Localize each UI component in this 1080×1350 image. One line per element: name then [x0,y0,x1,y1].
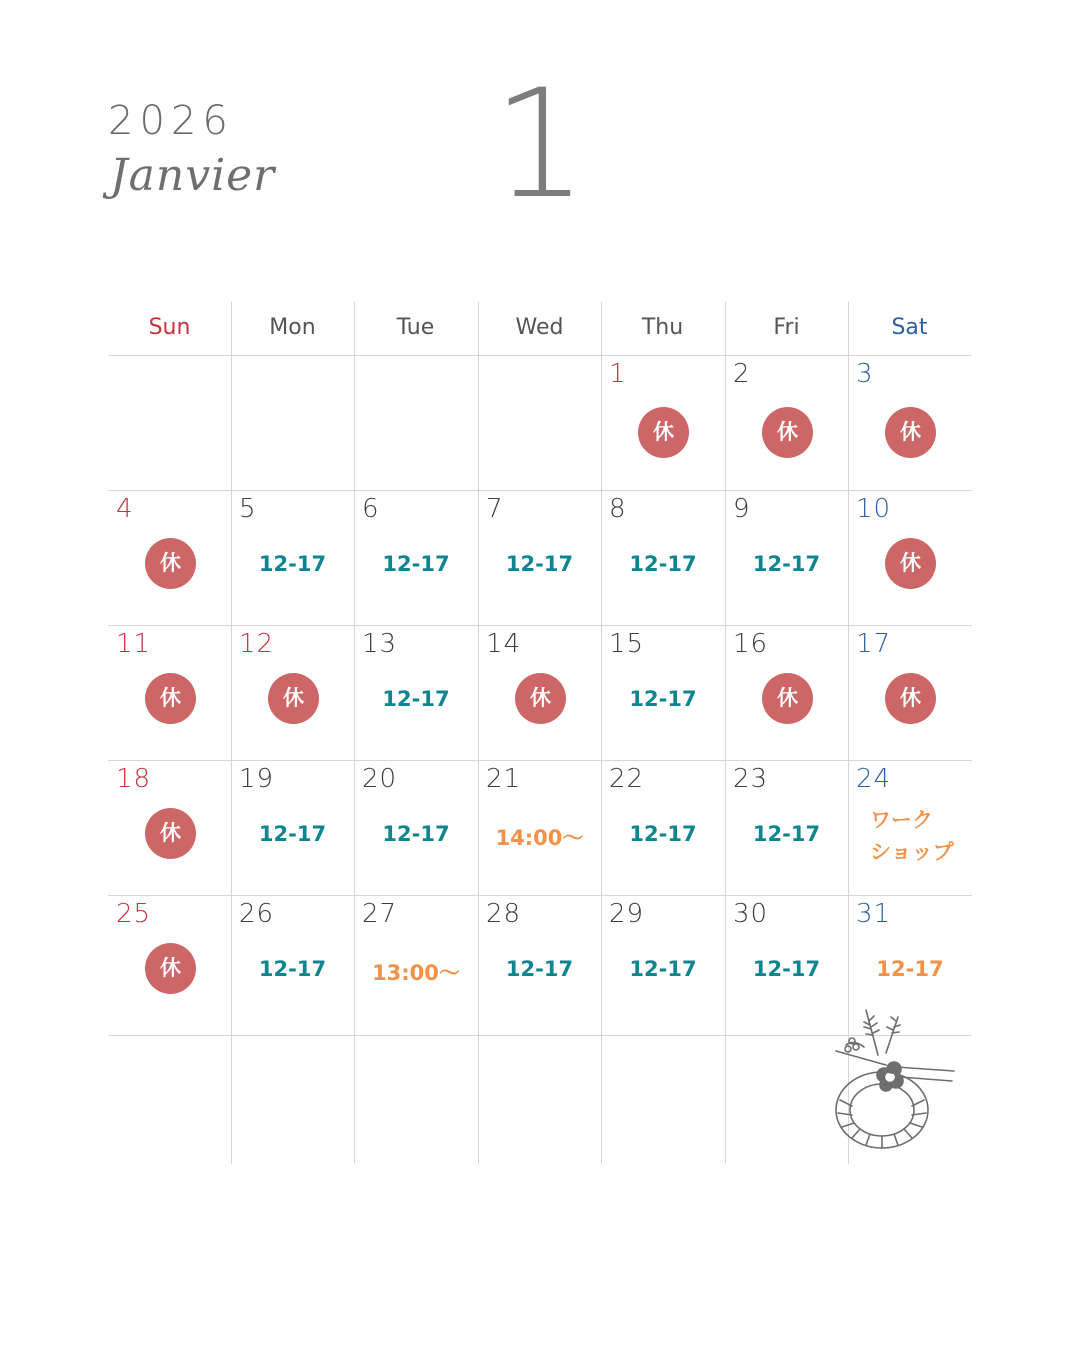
event-label: 14:00〜 [495,826,584,850]
closed-badge: 休 [762,673,813,724]
day-cell-6 [354,490,478,625]
day-number: 17 [856,629,892,659]
calendar-month-name: Janvier [110,150,276,201]
day-cell-18 [108,760,231,895]
closed-badge: 休 [885,407,936,458]
day-cell-10 [848,490,972,625]
calendar-year: 2026 [108,98,234,144]
day-cell-2 [725,355,848,490]
day-number: 13 [362,629,398,659]
day-cell-17 [848,625,972,760]
day-cell-23 [725,760,848,895]
event-label: 12-17 [876,957,944,981]
closed-badge: 休 [515,673,566,724]
day-cell-24 [848,760,972,895]
day-cell-26 [231,895,354,1030]
day-cell-21 [478,760,601,895]
day-number: 20 [362,764,398,794]
day-number: 30 [733,899,769,929]
weekday-header-sun: Sun [148,315,191,340]
weekday-header-tue: Tue [396,315,435,340]
day-cell-19 [231,760,354,895]
opening-hours: 12-17 [629,552,697,576]
day-cell-22 [601,760,725,895]
day-number: 16 [733,629,769,659]
day-cell-15 [601,625,725,760]
shimekazari-wreath-icon [826,1005,958,1155]
day-number: 2 [733,359,751,389]
day-cell-1 [601,355,725,490]
day-cell-8 [601,490,725,625]
day-cell-29 [601,895,725,1030]
opening-hours: 12-17 [505,552,574,576]
closed-badge: 休 [145,673,196,724]
day-number: 26 [239,899,275,929]
day-number: 28 [486,899,522,929]
day-number: 6 [362,494,380,524]
calendar-month-number: 1 [492,58,588,232]
closed-badge: 休 [268,673,319,724]
day-number: 21 [486,764,522,794]
day-number: 5 [239,494,257,524]
day-number: 4 [116,494,134,524]
opening-hours: 12-17 [258,957,327,981]
closed-badge: 休 [762,407,813,458]
day-number: 11 [116,629,152,659]
opening-hours: 12-17 [752,822,821,846]
day-cell-27 [354,895,478,1030]
day-cell-14 [478,625,601,760]
day-number: 7 [486,494,504,524]
day-number: 19 [239,764,275,794]
opening-hours: 12-17 [629,687,697,711]
day-cell-28 [478,895,601,1030]
day-number: 1 [609,359,627,389]
day-number: 31 [856,899,892,929]
day-cell-11 [108,625,231,760]
day-number: 29 [609,899,645,929]
event-label: ワーク [870,808,933,832]
opening-hours: 12-17 [752,552,821,576]
day-cell-5 [231,490,354,625]
weekday-header-mon: Mon [269,315,316,340]
opening-hours: 12-17 [382,687,450,711]
closed-badge: 休 [885,538,936,589]
day-cell-12 [231,625,354,760]
day-cell-3 [848,355,972,490]
day-number: 27 [362,899,398,929]
day-cell-20 [354,760,478,895]
weekday-header-fri: Fri [773,315,800,340]
event-label: 13:00〜 [372,961,460,985]
day-number: 25 [116,899,152,929]
opening-hours: 12-17 [382,552,450,576]
weekday-header-wed: Wed [515,315,564,340]
day-number: 14 [486,629,522,659]
weekday-header-thu: Thu [641,315,684,340]
closed-badge: 休 [145,943,196,994]
day-number: 22 [609,764,645,794]
opening-hours: 12-17 [629,822,697,846]
opening-hours: 12-17 [629,957,697,981]
opening-hours: 12-17 [382,822,450,846]
closed-badge: 休 [145,808,196,859]
day-number: 18 [116,764,152,794]
opening-hours: 12-17 [258,552,327,576]
day-cell-25 [108,895,231,1030]
day-cell-16 [725,625,848,760]
day-number: 24 [856,764,892,794]
closed-badge: 休 [638,407,689,458]
day-number: 10 [856,494,892,524]
day-cell-9 [725,490,848,625]
weekday-header-sat: Sat [891,315,928,340]
day-number: 9 [733,494,751,524]
event-label-line2: ショップ [870,840,954,864]
day-cell-4 [108,490,231,625]
day-number: 23 [733,764,769,794]
closed-badge: 休 [885,673,936,724]
closed-badge: 休 [145,538,196,589]
opening-hours: 12-17 [752,957,821,981]
opening-hours: 12-17 [258,822,327,846]
day-number: 12 [239,629,275,659]
day-number: 15 [609,629,645,659]
day-number: 8 [609,494,627,524]
opening-hours: 12-17 [505,957,574,981]
day-cell-13 [354,625,478,760]
day-cell-7 [478,490,601,625]
day-number: 3 [856,359,874,389]
